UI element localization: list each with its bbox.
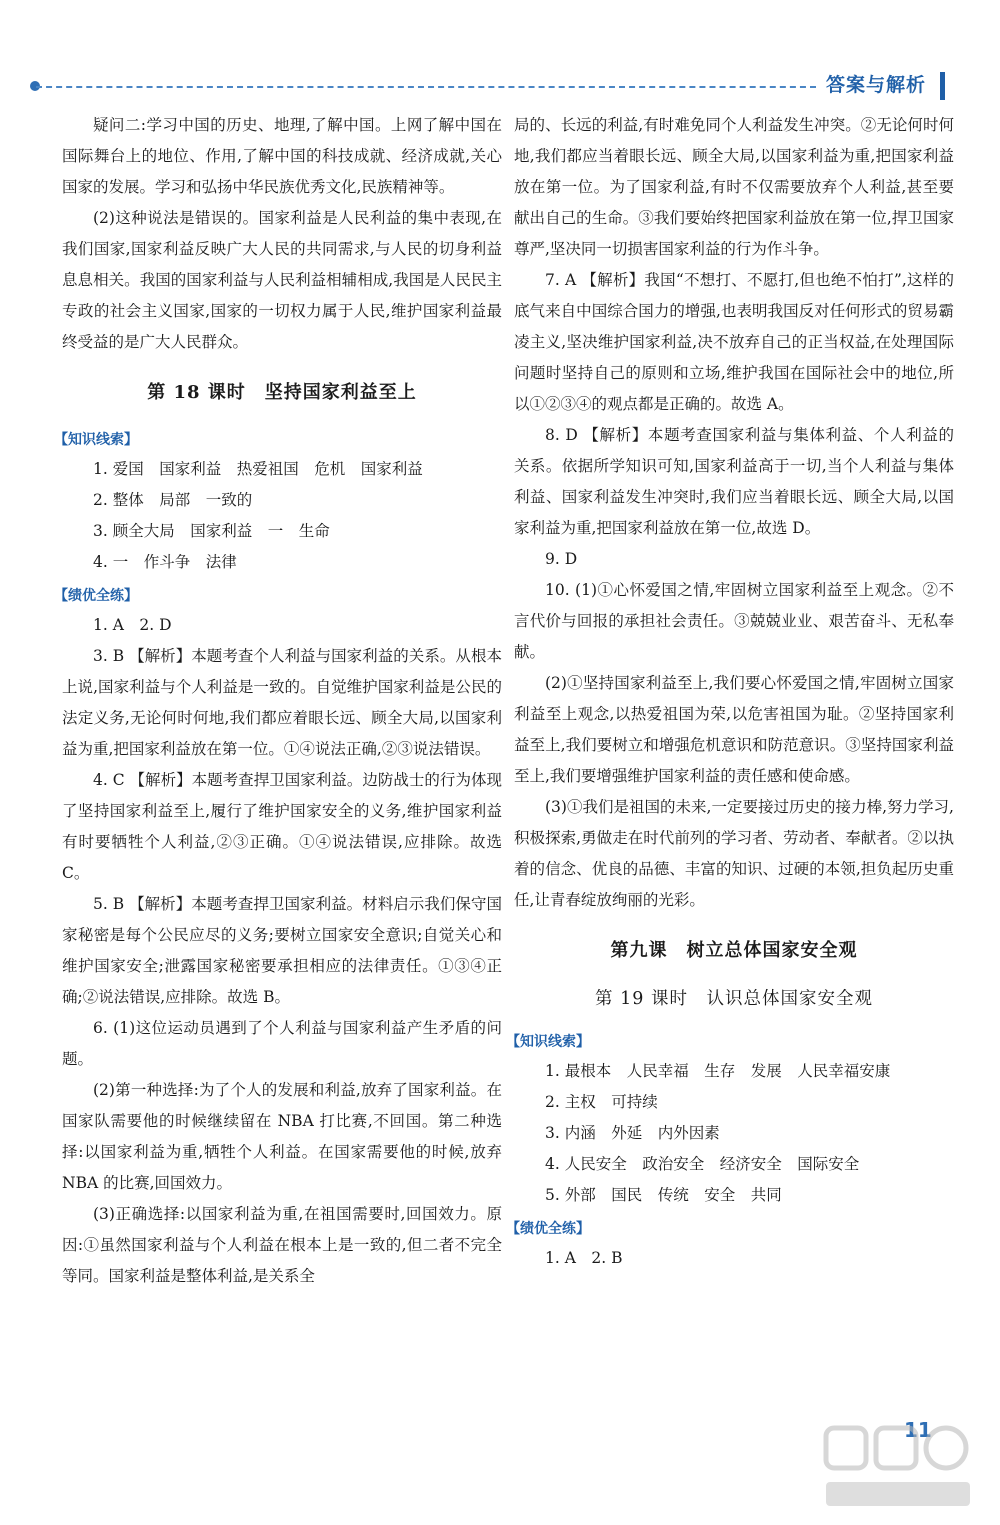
answer-item: (3)①我们是祖国的未来,一定要接过历史的接力棒,努力学习,积极探索,勇做走在时代前列的学习者、劳动者、奉献者。②以执着的信念、优良的品德、丰富的知识、过硬的本领,担负起历史重任,让青春绽放绚丽的光彩。 xyxy=(514,798,954,909)
answer-item: 7. A 【解析】我国“不想打、不愿打,但也绝不怕打”,这样的底气来自中国综合国力的增强,也表明我国反对任何形式的贸易霸凌主义,坚决维护国家利益,决不放弃自己的正当权益,在处理国际问题时坚持自己的原则和立场,维护我国在国际社会中的地位,所以①②③④的观点都是正确的。故选 A。 xyxy=(514,271,954,413)
knowledge-item: 3. 顾全大局 国家利益 一 生命 xyxy=(93,522,330,540)
answer-item: (2)第一种选择:为了个人的发展和利益,放弃了国家利益。在国家队需要他的时候继续留在 NBA 打比赛,不回国。第二种选择:以国家利益为重,牺牲个人利益。在国家需要他的时候,放弃 NBA 的比赛,回国效力。 xyxy=(62,1081,502,1192)
answer-item: (2)①坚持国家利益至上,我们要心怀爱国之情,牢固树立国家利益至上观念,以热爱祖国为荣,以危害祖国为耻。②坚持国家利益至上,我们要树立和增强危机意识和防范意识。③坚持国家利益至上,我们要增强维护国家利益的责任感和使命感。 xyxy=(514,674,954,785)
answer-item: 1. A 2. D xyxy=(93,616,172,634)
answer-item: 4. C 【解析】本题考查捍卫国家利益。边防战士的行为体现了坚持国家利益至上,履行了维护国家安全的义务,维护国家利益有时要牺牲个人利益,②③正确。①④说法错误,应排除。故选 C。 xyxy=(62,771,502,882)
knowledge-item: 4. 人民安全 政治安全 经济安全 国际安全 xyxy=(545,1155,860,1173)
answer-item: 1. A 2. B xyxy=(545,1249,623,1267)
header-bar-ornament xyxy=(940,72,945,100)
chapter-9-title: 第九课 树立总体国家安全观 xyxy=(610,940,858,961)
knowledge-item: 2. 主权 可持续 xyxy=(545,1093,658,1111)
section-tag-practice: 【绩优全练】 xyxy=(506,1221,590,1237)
knowledge-item: 3. 内涵 外延 内外因素 xyxy=(545,1124,720,1142)
watermark-logo-icon xyxy=(818,1420,978,1520)
answer-item: 9. D xyxy=(545,550,578,568)
answer-item: 5. B 【解析】本题考查捍卫国家利益。材料启示我们保守国家秘密是每个公民应尽的义务;要树立国家安全意识;自觉关心和维护国家安全;泄露国家秘密要承担相应的法律责任。①③④正确;②说法错误,应排除。故选 B。 xyxy=(62,895,502,1006)
header-dashed-rule xyxy=(36,86,816,88)
left-column xyxy=(54,110,502,1292)
paragraph-continued: 局的、长远的利益,有时难免同个人利益发生冲突。②无论何时何地,我们都应当着眼长远、顾全大局,以国家利益为重,把国家利益放在第一位。为了国家利益,有时不仅需要放弃个人利益,甚至要献出自己的生命。③我们要始终把国家利益放在第一位,捍卫国家尊严,坚决同一切损害国家利益的行为作斗争。 xyxy=(514,116,954,258)
section-tag-knowledge: 【知识线索】 xyxy=(54,432,138,448)
knowledge-item: 2. 整体 局部 一致的 xyxy=(93,491,253,509)
paragraph: (2)这种说法是错误的。国家利益是人民利益的集中表现,在我们国家,国家利益反映广大人民的共同需求,与人民的切身利益息息相关。我国的国家利益与人民利益相辅相成,我国是人民民主专政的社会主义国家,国家的一切权力属于人民,维护国家利益最终受益的是广大人民群众。 xyxy=(62,209,502,351)
lesson-18-title: 第 18 课时 坚持国家利益至上 xyxy=(147,382,417,403)
answer-item: 10. (1)①心怀爱国之情,牢固树立国家利益至上观念。②不言代价与回报的承担社会责任。③兢兢业业、艰苦奋斗、无私奉献。 xyxy=(514,581,954,661)
section-tag-practice: 【绩优全练】 xyxy=(54,588,138,604)
page-number: 11 xyxy=(904,1418,932,1442)
knowledge-item: 1. 最根本 人民幸福 生存 发展 人民幸福安康 xyxy=(545,1062,891,1080)
answer-item: 8. D 【解析】本题考查国家利益与集体利益、个人利益的关系。依据所学知识可知,国家利益高于一切,当个人利益与集体利益、国家利益发生冲突时,我们应当着眼长远、顾全大局,以国家利益为重,把国家利益放在第一位,故选 D。 xyxy=(514,426,954,537)
knowledge-item: 5. 外部 国民 传统 安全 共同 xyxy=(545,1186,782,1204)
answer-item: 3. B 【解析】本题考查个人利益与国家利益的关系。从根本上说,国家利益与个人利益是一致的。自觉维护国家利益是公民的法定义务,无论何时何地,我们都应着眼长远、顾全大局,以国家利益为重,把国家利益放在第一位。①④说法正确,②③说法错误。 xyxy=(62,647,502,758)
knowledge-item: 4. 一 作斗争 法律 xyxy=(93,553,237,571)
paragraph: 疑问二:学习中国的历史、地理,了解中国。上网了解中国在国际舞台上的地位、作用,了解中国的科技成就、经济成就,关心国家的发展。学习和弘扬中华民族优秀文化,民族精神等。 xyxy=(62,116,502,196)
running-header-title: 答案与解析 xyxy=(826,74,927,96)
knowledge-item: 1. 爱国 国家利益 热爱祖国 危机 国家利益 xyxy=(93,460,423,478)
answer-item: 6. (1)这位运动员遇到了个人利益与国家利益产生矛盾的问题。 xyxy=(62,1019,502,1068)
right-column xyxy=(506,110,954,1274)
lesson-19-title: 第 19 课时 认识总体国家安全观 xyxy=(595,989,873,1009)
section-tag-knowledge: 【知识线索】 xyxy=(506,1034,590,1050)
answer-item: (3)正确选择:以国家利益为重,在祖国需要时,回国效力。原因:①虽然国家利益与个人利益在根本上是一致的,但二者不完全等同。国家利益是整体利益,是关系全 xyxy=(62,1205,502,1285)
